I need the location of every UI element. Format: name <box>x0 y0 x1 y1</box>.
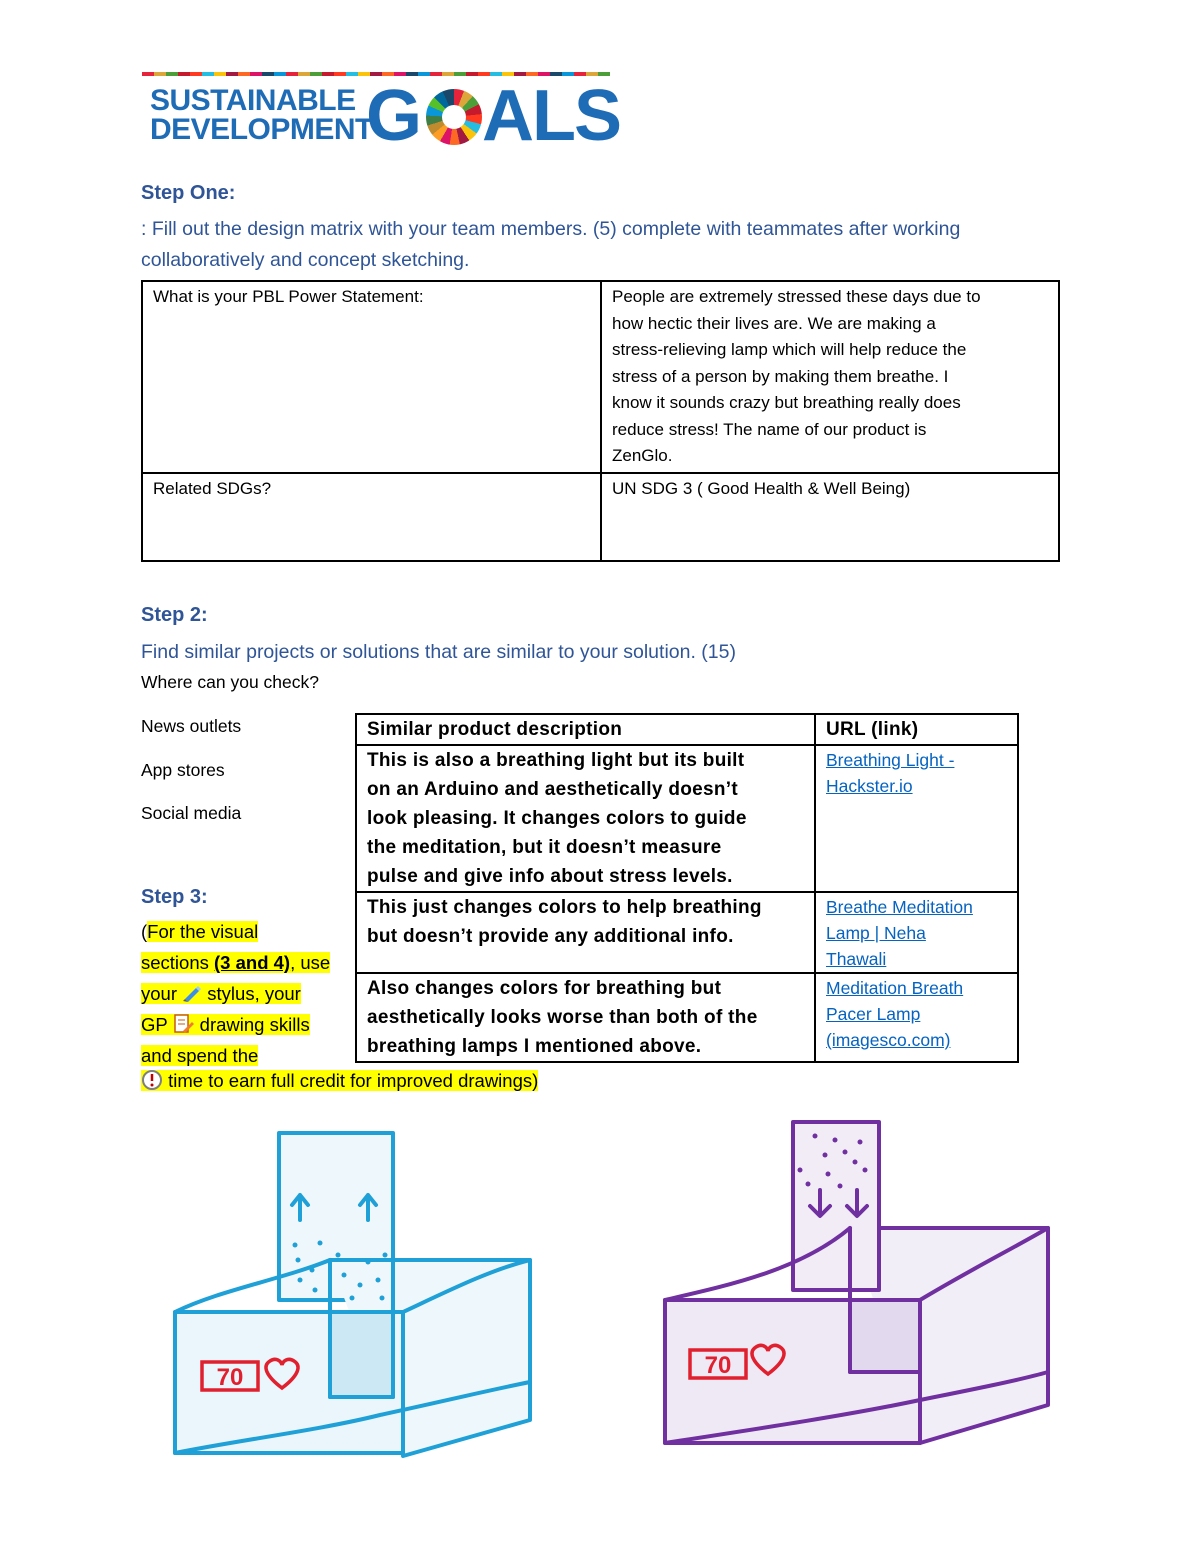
product-description <box>356 892 815 973</box>
table-row <box>356 745 1018 892</box>
clock-warning-icon <box>141 1069 163 1091</box>
breathing-light-link[interactable] <box>826 747 1007 799</box>
step3-heading: Step 3: <box>141 886 208 908</box>
step3-sections-ref: (3 and 4) <box>214 952 291 973</box>
breathe-meditation-link[interactable] <box>826 894 1007 972</box>
answer-line: stress of a person by making them breathe. I <box>612 366 949 386</box>
link-line[interactable]: Hackster.io <box>826 776 913 796</box>
sdg-logo-wordmark <box>150 84 373 146</box>
desc-line: but doesn’t provide any additional info. <box>367 926 734 947</box>
answer-line: reduce stress! The name of our product is <box>612 419 927 439</box>
step3-line: time to earn full credit for improved drawings) <box>163 1070 539 1091</box>
source-news-outlets: News outlets <box>141 716 242 736</box>
link-line[interactable]: Lamp | Neha <box>826 923 926 943</box>
link-line[interactable]: Meditation Breath <box>826 978 964 998</box>
logo-line-sustainable: SUSTAINABLE <box>150 84 356 117</box>
step1-instructions-line2: collaboratively and concept sketching. <box>141 249 470 271</box>
step3-line: and spend the <box>141 1045 259 1066</box>
matrix-answer: UN SDG 3 ( Good Health & Well Being) <box>601 473 1059 561</box>
step3-instructions <box>141 916 341 1071</box>
link-line[interactable]: (imagesco.com) <box>826 1030 951 1050</box>
heart-rate-value: 70 <box>216 1364 244 1391</box>
table-row <box>142 473 1059 561</box>
lamp-sketch-purple <box>650 1110 1060 1455</box>
matrix-question: Related SDGs? <box>142 473 601 561</box>
header-description: Similar product description <box>356 714 815 745</box>
answer-line: stress-relieving lamp which will help reduce the <box>612 340 967 359</box>
desc-line: Also changes colors for breathing but <box>367 978 722 999</box>
step1-instructions-line1: : Fill out the design matrix with your team members. (5) complete with teammates after working <box>141 218 961 240</box>
step2-where: Where can you check? <box>141 672 320 692</box>
product-url-cell <box>815 745 1018 892</box>
answer-line: People are extremely stressed these days due to <box>612 287 981 306</box>
link-line[interactable]: Breathing Light - <box>826 750 955 770</box>
meditation-breath-pacer-link[interactable] <box>826 975 1007 1053</box>
design-matrix-table <box>141 280 1060 562</box>
heart-rate-value: 70 <box>704 1352 732 1379</box>
product-url-cell <box>815 973 1018 1062</box>
similar-products-table <box>355 713 1019 1063</box>
step1-heading: Step One: <box>141 182 236 204</box>
table-row <box>356 973 1018 1062</box>
step3-line: your <box>141 983 183 1004</box>
lamp-sketch-blue <box>160 1120 550 1465</box>
link-line[interactable]: Breathe Meditation <box>826 897 973 917</box>
step3-line: GP <box>141 1014 173 1035</box>
product-description <box>356 745 815 892</box>
desc-line: the meditation, but it doesn’t measure <box>367 837 722 858</box>
link-line[interactable]: Thawali <box>826 949 887 969</box>
step3-time-line <box>141 1067 538 1095</box>
matrix-answer <box>601 281 1059 473</box>
desc-line: pulse and give info about stress levels. <box>367 866 733 887</box>
open-paren: ( <box>141 921 148 942</box>
desc-line: on an Arduino and aesthetically doesn’t <box>367 779 738 800</box>
step3-line: , use <box>290 952 331 973</box>
logo-goals-word <box>366 76 621 156</box>
logo-g: G <box>366 76 421 156</box>
source-social-media: Social media <box>141 803 242 823</box>
link-line[interactable]: Pacer Lamp <box>826 1004 921 1024</box>
table-row <box>356 892 1018 973</box>
source-app-stores: App stores <box>141 760 225 780</box>
step3-line: stylus, your <box>202 983 301 1004</box>
answer-line: know it sounds crazy but breathing really does <box>612 393 961 412</box>
matrix-question: What is your PBL Power Statement: <box>142 281 601 473</box>
desc-line: look pleasing. It changes colors to guide <box>367 808 747 829</box>
answer-line: how hectic their lives are. We are making a <box>612 313 936 333</box>
logo-line-development: DEVELOPMENT <box>150 113 373 146</box>
header-url: URL (link) <box>815 714 1018 745</box>
desc-line: aesthetically looks worse than both of the <box>367 1007 758 1028</box>
desc-line: This is also a breathing light but its built <box>367 750 745 771</box>
step3-line: sections <box>141 952 215 973</box>
table-header-row <box>356 714 1018 745</box>
product-url-cell <box>815 892 1018 973</box>
desc-line: breathing lamps I mentioned above. <box>367 1036 702 1057</box>
step3-line: drawing skills <box>194 1014 310 1035</box>
logo-als: ALS <box>482 76 621 156</box>
answer-line: ZenGlo. <box>612 446 673 465</box>
sdg-wheel-icon <box>426 89 482 145</box>
document-edit-icon <box>173 1014 195 1034</box>
step3-line: For the visual <box>147 921 259 942</box>
step2-heading: Step 2: <box>141 604 208 626</box>
table-row <box>142 281 1059 473</box>
product-description <box>356 973 815 1062</box>
step2-instructions: Find similar projects or solutions that are similar to your solution. (15) <box>141 641 736 663</box>
step1-instructions <box>141 214 1081 276</box>
desc-line: This just changes colors to help breathing <box>367 897 762 918</box>
pen-icon <box>182 984 202 1002</box>
